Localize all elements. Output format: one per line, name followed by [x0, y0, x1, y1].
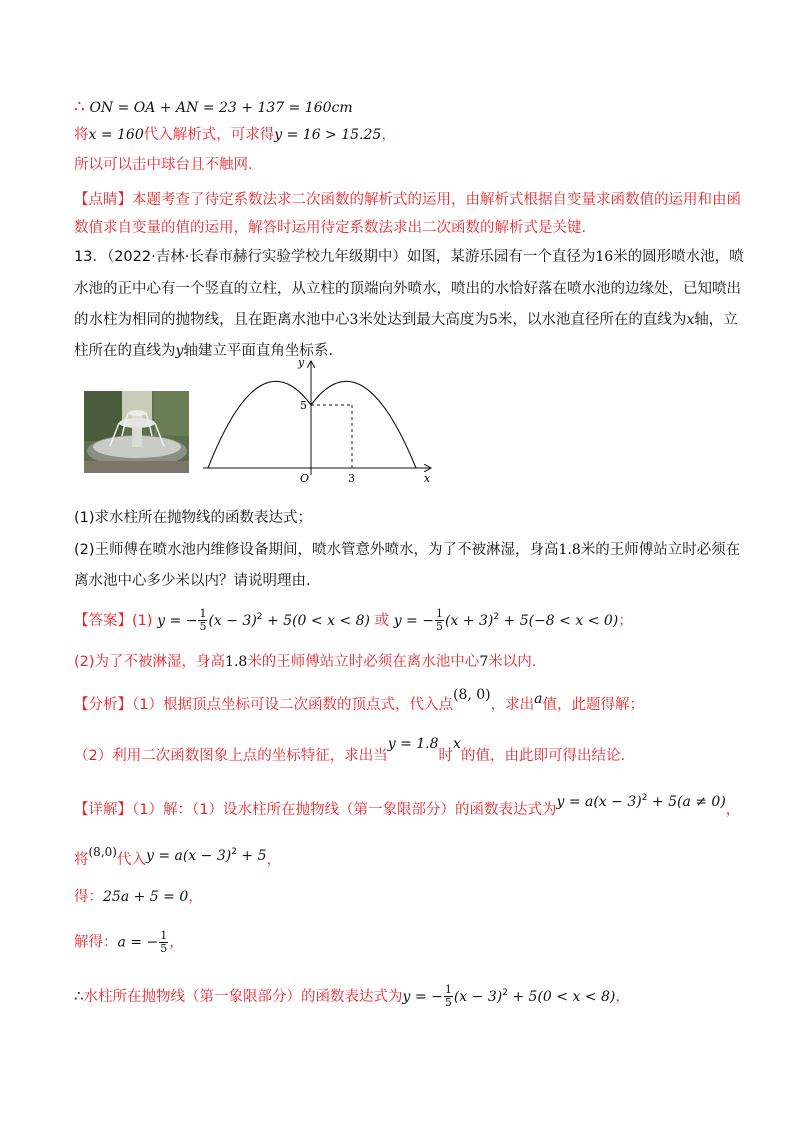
- number: 5: [488, 312, 498, 328]
- math: y = a(x − 3): [556, 793, 642, 810]
- detail-line-2: [74, 846, 281, 870]
- analysis-line-2: [74, 736, 626, 766]
- text: ，: [615, 988, 630, 1005]
- math-y: y: [175, 343, 184, 359]
- result-line: 所以可以击中球台且不触网.: [74, 157, 253, 173]
- numerator: 1: [444, 983, 452, 997]
- fraction: [444, 984, 453, 1009]
- fountain-photo: [84, 391, 189, 473]
- subquestion-2: [74, 540, 740, 560]
- point: (8,0): [88, 844, 117, 859]
- numerator: 1: [160, 929, 168, 942]
- math: + 5(a ≠ 0): [647, 793, 726, 810]
- peak-x-label: 3: [348, 472, 355, 485]
- text: (2)王师傅在喷水池内维修设备期间，喷水管意外喷水，为了不被淋湿，身高: [74, 542, 559, 558]
- text: 时: [438, 748, 454, 764]
- text: ，: [266, 851, 281, 868]
- text: ，: [725, 801, 741, 818]
- text: ，: [188, 889, 203, 905]
- math: y = −: [402, 988, 443, 1005]
- text: ，: [169, 934, 184, 951]
- text: 代入解析式，可求得: [143, 127, 275, 143]
- text: 米的王师傅站立时必须在: [580, 542, 741, 558]
- text: 【分析】（1）根据顶点坐标可设二次函数的顶点式，代入点: [74, 697, 453, 713]
- number: 7: [479, 654, 489, 670]
- exponent: 2: [502, 988, 508, 998]
- exponent: 2: [256, 612, 263, 622]
- text: ；: [618, 612, 633, 629]
- denominator: 5: [160, 942, 168, 955]
- math: (x + 3): [444, 612, 494, 629]
- math: + 5: [236, 847, 267, 864]
- subquestion-1: (1)求水柱所在抛物线的函数表达式；: [74, 510, 313, 526]
- text: 米处达到最大高度为: [358, 312, 489, 328]
- math: + 5(0 < x < 8): [262, 612, 370, 629]
- exponent: 2: [493, 612, 500, 622]
- numerator: 1: [435, 607, 443, 621]
- text: 柱所在的直线为: [74, 343, 176, 359]
- peak-y-label: 5: [300, 399, 307, 412]
- point: (8, 0): [452, 687, 491, 703]
- text: 轴建立平面直角坐标系.: [183, 343, 334, 359]
- therefore-symbol: ∴: [74, 986, 84, 1005]
- math: + 5(−8 < x < 0): [499, 612, 619, 629]
- fraction: [159, 930, 168, 955]
- math-x: x = 160: [88, 127, 144, 143]
- answer-line-2: [74, 652, 536, 672]
- question-line-1: [74, 247, 744, 267]
- parabola-graph: [200, 350, 440, 490]
- math: y = −: [157, 612, 198, 629]
- text: 得：: [74, 889, 103, 905]
- left-parabola: [208, 381, 311, 468]
- number: 1.8: [225, 654, 248, 670]
- text: 米以内.: [488, 654, 537, 670]
- text: 米的王师傅站立时必须在离水池中心: [247, 654, 480, 670]
- exponent: 2: [641, 793, 648, 803]
- text: 轴，立: [694, 312, 738, 328]
- fraction: [198, 608, 207, 633]
- math-x: x: [686, 312, 695, 328]
- number: 1.8: [558, 542, 581, 558]
- therefore-symbol: ∴: [74, 97, 85, 117]
- text: 或: [374, 612, 390, 629]
- denominator: 5: [444, 996, 452, 1010]
- text: 的水柱为相同的抛物线，且在距离水池中心: [74, 312, 350, 328]
- math-y: y = 16 > 15.25: [274, 127, 382, 143]
- y-axis-label: y: [298, 356, 305, 369]
- fraction: [435, 608, 444, 633]
- right-parabola: [311, 381, 416, 468]
- equation: ON = OA + AN = 23 + 137 = 160cm: [89, 100, 353, 116]
- substitute-line: [74, 125, 396, 145]
- x-axis-label: x: [424, 472, 431, 485]
- denominator: 5: [435, 620, 443, 634]
- text: 米的圆形喷水池，喷: [613, 249, 744, 265]
- subquestion-2-cont: 离水池中心多少米以内？请说明理由.: [74, 573, 311, 589]
- math: + 5(0 < x < 8): [507, 988, 616, 1005]
- math-a: a: [534, 691, 543, 707]
- exponent: 2: [231, 847, 237, 857]
- comment-line-1: 【点睛】本题考查了待定系数法求二次函数的解析式的运用，由解析式根据自变量求函数值的运用和由函: [74, 192, 741, 208]
- text: 将: [74, 851, 89, 868]
- detail-line-3: [74, 887, 203, 907]
- detail-line-4: [74, 930, 184, 955]
- question-line-2: 水池的正中心有一个竖直的立柱，从立柱的顶端向外喷水，喷出的水恰好落在喷水池的边缘处，已知喷出: [74, 281, 741, 297]
- math: a = −: [117, 934, 159, 951]
- text: 代入: [116, 851, 146, 868]
- math: 25a + 5 = 0: [103, 889, 189, 905]
- text: ，求出: [490, 697, 535, 713]
- text: 水柱所在抛物线（第一象限部分）的函数表达式为: [83, 988, 403, 1005]
- text: （2）利用二次函数图象上点的坐标特征，求出当: [74, 748, 388, 764]
- text: 将: [74, 127, 89, 143]
- number: 16: [595, 249, 614, 265]
- number: 3: [349, 312, 359, 328]
- comment-line-2: 数值求自变量的值的运用，解答时运用待定系数法求出二次函数的解析式是关键.: [74, 220, 587, 236]
- text: 的值，由此即可得出结论.: [460, 748, 626, 764]
- math-x: x: [453, 736, 461, 752]
- question-line-3: [74, 310, 738, 330]
- numerator: 1: [199, 607, 207, 621]
- text: 米，以水池直径所在的直线为: [497, 312, 687, 328]
- detail-line-1: [74, 793, 741, 820]
- answer-tag: 【答案】(1): [74, 612, 153, 629]
- math: (x − 3): [208, 612, 257, 629]
- text: ，: [381, 127, 396, 143]
- math: y = −: [393, 612, 434, 629]
- answer-line-1: [74, 607, 633, 633]
- text: 值，此题得解；: [542, 697, 644, 713]
- denominator: 5: [199, 620, 207, 634]
- text: (2)为了不被淋湿，身高: [74, 654, 226, 670]
- math: y = 1.8: [387, 736, 439, 752]
- math: (x − 3): [453, 988, 503, 1005]
- conclusion-line: [74, 97, 353, 118]
- text: 解得：: [74, 934, 118, 951]
- text: 13．（2022·吉林·长春市赫行实验学校九年级期中）如图，某游乐园有一个直径为: [74, 249, 596, 265]
- detail-line-5: [74, 983, 630, 1009]
- analysis-line-1: [74, 687, 644, 715]
- math: y = a(x − 3): [145, 847, 232, 864]
- text: 【详解】（1）解：（1）设水柱所在抛物线（第一象限部分）的函数表达式为: [74, 801, 557, 818]
- origin-label: O: [300, 472, 310, 485]
